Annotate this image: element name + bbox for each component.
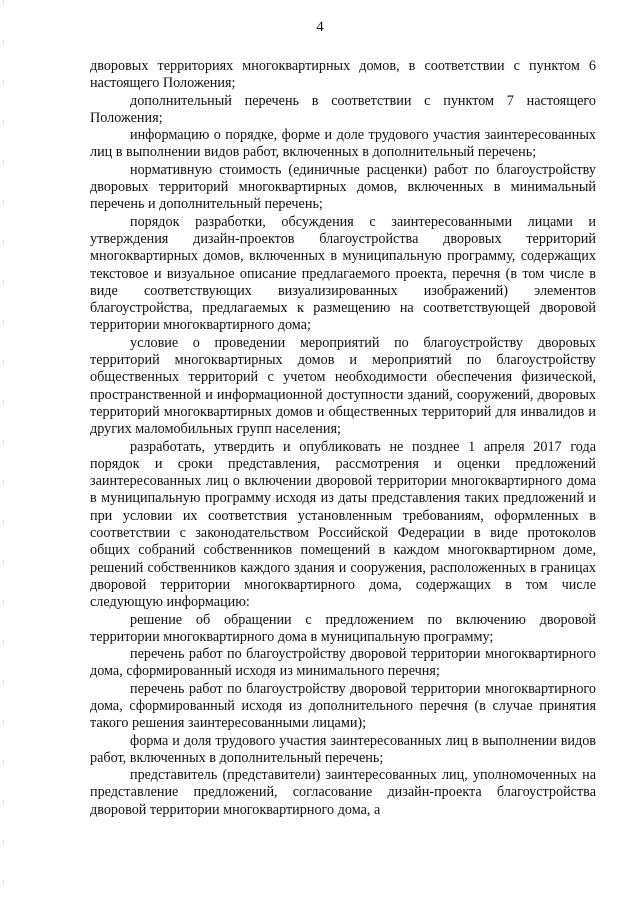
paragraph: решение об обращении с предложением по включению дворовой территории многоквартирного дома в муниципальную программу; (90, 611, 596, 645)
paragraph: информацию о порядке, форме и доле трудового участия заинтересованных лиц в выполнении видов работ, включенных в дополнительный перечень; (90, 127, 596, 161)
paragraph: дворовых территориях многоквартирных домов, в соответствии с пунктом 6 настоящего Положения; (90, 58, 596, 92)
paragraph: нормативную стоимость (единичные расценки) работ по благоустройству дворовых территорий многоквартирных домов, включенных в минимальный перечень и дополнительный перечень; (90, 161, 596, 213)
paragraph: перечень работ по благоустройству дворовой территории многоквартирного дома, сформированный исходя из минимального перечня; (90, 646, 596, 680)
paragraph: разработать, утвердить и опубликовать не позднее 1 апреля 2017 года порядок и сроки представления, рассмотрения и оценки предложений заинтересованных лиц о включении дворовой территории многоквартирного дома в муниципальную программу исходя из даты представления таких предложений и при условии их соответствия установленным требованиям, оформленных в соответствии с законодательством Российской Федерации в виде протоколов общих собраний собственников помещений в каждом многоквартирном доме, решений собственников каждого здания и сооружения, расположенных в границах дворовой территории многоквартирного дома, содержащих в том числе следующую информацию: (90, 438, 596, 611)
paragraph: дополнительный перечень в соответствии с пунктом 7 настоящего Положения; (90, 92, 596, 126)
document-body (90, 58, 596, 819)
paragraph: форма и доля трудового участия заинтересованных лиц в выполнении видов работ, включенных в дополнительный перечень; (90, 732, 596, 766)
paragraph: представитель (представители) заинтересованных лиц, уполномоченных на представление предложений, согласование дизайн-проекта благоустройства дворовой территории многоквартирного дома, а (90, 767, 596, 818)
page-number: 4 (316, 19, 324, 35)
paragraph: перечень работ по благоустройству дворовой территории многоквартирного дома, сформированный исходя из дополнительного перечня (в случае принятия такого решения заинтересованными лицами); (90, 680, 596, 732)
scan-edge-artifact (3, 0, 4, 905)
paragraph: условие о проведении мероприятий по благоустройству дворовых территорий многоквартирных домов и мероприятий по благоустройству общественных территорий с учетом необходимости обеспечения физической, пространственной и информационной доступности зданий, сооружений, дворовых территорий многоквартирных домов и общественных территорий для инвалидов и других маломобильных групп населения; (90, 334, 596, 438)
paragraph: порядок разработки, обсуждения с заинтересованными лицами и утверждения дизайн-проектов благоустройства дворовых территорий многоквартирных домов, включенных в муниципальную программу, содержащих текстовое и визуальное описание предлагаемого проекта, перечня (в том числе в виде соответствующих визуализированных изображений) элементов благоустройства, предлагаемых к размещению на соответствующей дворовой территории многоквартирного дома; (90, 213, 596, 334)
